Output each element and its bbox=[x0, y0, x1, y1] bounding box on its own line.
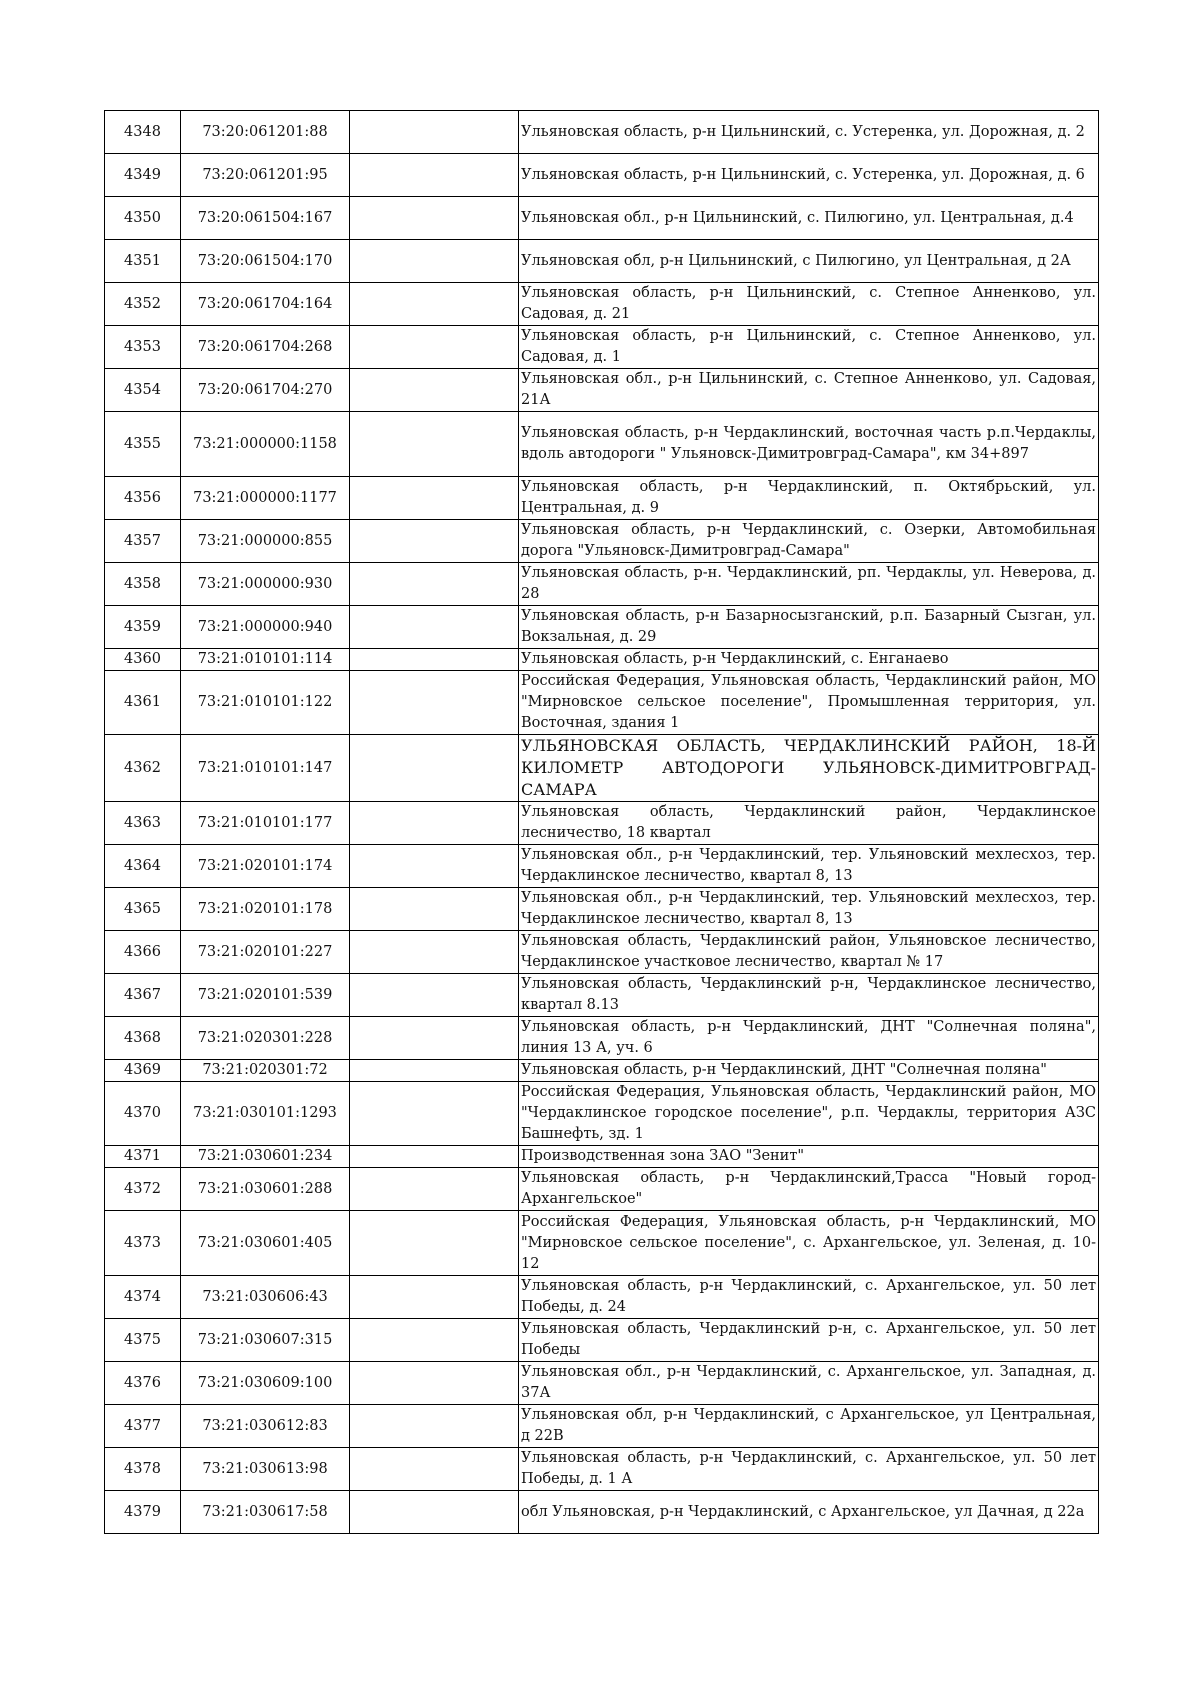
row-number: 4372 bbox=[105, 1168, 181, 1211]
address: Ульяновская область, Чердаклинский р-н, с. Архангельское, ул. 50 лет Победы bbox=[519, 1319, 1099, 1362]
address: Ульяновская область, р-н Чердаклинский, ДНТ "Солнечная поляна", линия 13 А, уч. 6 bbox=[519, 1017, 1099, 1060]
table-row bbox=[105, 111, 1099, 154]
empty-cell bbox=[350, 974, 519, 1017]
table-row bbox=[105, 931, 1099, 974]
empty-cell bbox=[350, 1276, 519, 1319]
address: Ульяновская область, р-н Цильнинский, с. Степное Анненково, ул. Садовая, д. 21 bbox=[519, 283, 1099, 326]
table-row bbox=[105, 240, 1099, 283]
empty-cell bbox=[350, 931, 519, 974]
row-number: 4357 bbox=[105, 520, 181, 563]
cadastral-number: 73:21:020101:178 bbox=[181, 888, 350, 931]
table-row bbox=[105, 1405, 1099, 1448]
cadastral-number: 73:21:030617:58 bbox=[181, 1491, 350, 1534]
row-number: 4353 bbox=[105, 326, 181, 369]
row-number: 4366 bbox=[105, 931, 181, 974]
address: Ульяновская область, р-н Цильнинский, с. Устеренка, ул. Дорожная, д. 6 bbox=[519, 154, 1099, 197]
cadastral-number: 73:20:061704:270 bbox=[181, 369, 350, 412]
cadastral-number: 73:21:020101:227 bbox=[181, 931, 350, 974]
cadastral-number: 73:21:010101:177 bbox=[181, 802, 350, 845]
row-number: 4352 bbox=[105, 283, 181, 326]
empty-cell bbox=[350, 1362, 519, 1405]
address: Ульяновская область, р-н Цильнинский, с. Устеренка, ул. Дорожная, д. 2 bbox=[519, 111, 1099, 154]
table-row bbox=[105, 1448, 1099, 1491]
cadastral-number: 73:21:030607:315 bbox=[181, 1319, 350, 1362]
table-row bbox=[105, 369, 1099, 412]
empty-cell bbox=[350, 240, 519, 283]
address: Российская Федерация, Ульяновская область, р-н Чердаклинский, МО "Мирновское сельское поселение", с. Архангельское, ул. Зеленая, д. 10-12 bbox=[519, 1211, 1099, 1276]
cadastral-number: 73:21:020301:72 bbox=[181, 1060, 350, 1082]
cadastral-number: 73:21:000000:855 bbox=[181, 520, 350, 563]
row-number: 4367 bbox=[105, 974, 181, 1017]
table-row bbox=[105, 802, 1099, 845]
table-row bbox=[105, 1211, 1099, 1276]
table-row bbox=[105, 154, 1099, 197]
empty-cell bbox=[350, 606, 519, 649]
empty-cell bbox=[350, 1405, 519, 1448]
table-row bbox=[105, 1491, 1099, 1534]
cadastral-number: 73:20:061201:88 bbox=[181, 111, 350, 154]
address: Ульяновская область, Чердаклинский р-н, Чердаклинское лесничество, квартал 8.13 bbox=[519, 974, 1099, 1017]
address: обл Ульяновская, р-н Чердаклинский, с Архангельское, ул Дачная, д 22а bbox=[519, 1491, 1099, 1534]
table-row bbox=[105, 888, 1099, 931]
address: УЛЬЯНОВСКАЯ ОБЛАСТЬ, ЧЕРДАКЛИНСКИЙ РАЙОН, 18-Й КИЛОМЕТР АВТОДОРОГИ УЛЬЯНОВСК-ДИМИТРОВГРАД-САМАРА bbox=[519, 735, 1099, 802]
table-row bbox=[105, 563, 1099, 606]
cadastral-number: 73:20:061504:170 bbox=[181, 240, 350, 283]
row-number: 4365 bbox=[105, 888, 181, 931]
cadastral-number: 73:21:010101:114 bbox=[181, 649, 350, 671]
cadastral-number: 73:21:020101:174 bbox=[181, 845, 350, 888]
address: Производственная зона ЗАО "Зенит" bbox=[519, 1146, 1099, 1168]
cadastral-number: 73:21:030609:100 bbox=[181, 1362, 350, 1405]
address: Ульяновская область, р-н Чердаклинский, п. Октябрьский, ул. Центральная, д. 9 bbox=[519, 477, 1099, 520]
empty-cell bbox=[350, 1017, 519, 1060]
table-row bbox=[105, 1276, 1099, 1319]
table-row bbox=[105, 1060, 1099, 1082]
row-number: 4371 bbox=[105, 1146, 181, 1168]
address: Ульяновская область, р-н Чердаклинский, восточная часть р.п.Чердаклы, вдоль автодороги " Ульяновск-Димитровград-Самара", км 34+897 bbox=[519, 412, 1099, 477]
address: Ульяновская обл., р-н Цильнинский, с. Степное Анненково, ул. Садовая, 21А bbox=[519, 369, 1099, 412]
row-number: 4348 bbox=[105, 111, 181, 154]
address: Ульяновская область, р-н Базарносызганский, р.п. Базарный Сызган, ул. Вокзальная, д. 29 bbox=[519, 606, 1099, 649]
row-number: 4378 bbox=[105, 1448, 181, 1491]
row-number: 4362 bbox=[105, 735, 181, 802]
row-number: 4359 bbox=[105, 606, 181, 649]
address: Ульяновская область, р-н Чердаклинский, ДНТ "Солнечная поляна" bbox=[519, 1060, 1099, 1082]
empty-cell bbox=[350, 802, 519, 845]
row-number: 4363 bbox=[105, 802, 181, 845]
empty-cell bbox=[350, 1448, 519, 1491]
cadastral-number: 73:21:000000:930 bbox=[181, 563, 350, 606]
table-row bbox=[105, 1168, 1099, 1211]
row-number: 4360 bbox=[105, 649, 181, 671]
cadastral-number: 73:21:030613:98 bbox=[181, 1448, 350, 1491]
row-number: 4364 bbox=[105, 845, 181, 888]
address: Ульяновская область, р-н. Чердаклинский, рп. Чердаклы, ул. Неверова, д. 28 bbox=[519, 563, 1099, 606]
row-number: 4351 bbox=[105, 240, 181, 283]
table-row bbox=[105, 477, 1099, 520]
empty-cell bbox=[350, 1146, 519, 1168]
empty-cell bbox=[350, 1168, 519, 1211]
registry-table bbox=[104, 110, 1099, 1534]
table-row bbox=[105, 671, 1099, 735]
address: Ульяновская обл, р-н Чердаклинский, с Архангельское, ул Центральная, д 22В bbox=[519, 1405, 1099, 1448]
cadastral-number: 73:21:030601:234 bbox=[181, 1146, 350, 1168]
row-number: 4349 bbox=[105, 154, 181, 197]
cadastral-number: 73:20:061504:167 bbox=[181, 197, 350, 240]
row-number: 4369 bbox=[105, 1060, 181, 1082]
cadastral-number: 73:20:061704:268 bbox=[181, 326, 350, 369]
address: Ульяновская обл, р-н Цильнинский, с Пилюгино, ул Центральная, д 2А bbox=[519, 240, 1099, 283]
empty-cell bbox=[350, 477, 519, 520]
cadastral-number: 73:21:010101:122 bbox=[181, 671, 350, 735]
address: Ульяновская обл., р-н Чердаклинский, тер. Ульяновский мехлесхоз, тер. Чердаклинское лесничество, квартал 8, 13 bbox=[519, 845, 1099, 888]
address: Ульяновская обл., р-н Чердаклинский, с. Архангельское, ул. Западная, д. 37А bbox=[519, 1362, 1099, 1405]
row-number: 4376 bbox=[105, 1362, 181, 1405]
empty-cell bbox=[350, 154, 519, 197]
row-number: 4350 bbox=[105, 197, 181, 240]
empty-cell bbox=[350, 283, 519, 326]
empty-cell bbox=[350, 1211, 519, 1276]
empty-cell bbox=[350, 649, 519, 671]
cadastral-number: 73:20:061704:164 bbox=[181, 283, 350, 326]
row-number: 4355 bbox=[105, 412, 181, 477]
table-row bbox=[105, 326, 1099, 369]
table-row bbox=[105, 649, 1099, 671]
empty-cell bbox=[350, 111, 519, 154]
table-row bbox=[105, 974, 1099, 1017]
row-number: 4379 bbox=[105, 1491, 181, 1534]
table-row bbox=[105, 1362, 1099, 1405]
address: Российская Федерация, Ульяновская область, Чердаклинский район, МО "Чердаклинское городское поселение", р.п. Чердаклы, территория АЗС Башнефть, зд. 1 bbox=[519, 1082, 1099, 1146]
cadastral-number: 73:21:030606:43 bbox=[181, 1276, 350, 1319]
empty-cell bbox=[350, 1060, 519, 1082]
row-number: 4375 bbox=[105, 1319, 181, 1362]
row-number: 4356 bbox=[105, 477, 181, 520]
empty-cell bbox=[350, 563, 519, 606]
empty-cell bbox=[350, 671, 519, 735]
row-number: 4373 bbox=[105, 1211, 181, 1276]
table-row bbox=[105, 520, 1099, 563]
address: Ульяновская область, Чердаклинский район, Чердаклинское лесничество, 18 квартал bbox=[519, 802, 1099, 845]
address: Ульяновская обл., р-н Чердаклинский, тер. Ульяновский мехлесхоз, тер. Чердаклинское лесничество, квартал 8, 13 bbox=[519, 888, 1099, 931]
empty-cell bbox=[350, 369, 519, 412]
table-row bbox=[105, 412, 1099, 477]
cadastral-number: 73:20:061201:95 bbox=[181, 154, 350, 197]
table-row bbox=[105, 1017, 1099, 1060]
address: Ульяновская область, р-н Чердаклинский, с. Озерки, Автомобильная дорога "Ульяновск-Димитровград-Самара" bbox=[519, 520, 1099, 563]
row-number: 4361 bbox=[105, 671, 181, 735]
table-row bbox=[105, 1319, 1099, 1362]
cadastral-number: 73:21:010101:147 bbox=[181, 735, 350, 802]
empty-cell bbox=[350, 888, 519, 931]
cadastral-number: 73:21:030612:83 bbox=[181, 1405, 350, 1448]
table-row bbox=[105, 197, 1099, 240]
cadastral-number: 73:21:020101:539 bbox=[181, 974, 350, 1017]
address: Ульяновская область, р-н Чердаклинский, с. Архангельское, ул. 50 лет Победы, д. 1 А bbox=[519, 1448, 1099, 1491]
cadastral-number: 73:21:030601:288 bbox=[181, 1168, 350, 1211]
address: Ульяновская обл., р-н Цильнинский, с. Пилюгино, ул. Центральная, д.4 bbox=[519, 197, 1099, 240]
cadastral-number: 73:21:000000:1158 bbox=[181, 412, 350, 477]
address: Российская Федерация, Ульяновская область, Чердаклинский район, МО "Мирновское сельское поселение", Промышленная территория, ул. Восточная, здания 1 bbox=[519, 671, 1099, 735]
row-number: 4377 bbox=[105, 1405, 181, 1448]
cadastral-number: 73:21:030101:1293 bbox=[181, 1082, 350, 1146]
table-row bbox=[105, 845, 1099, 888]
empty-cell bbox=[350, 845, 519, 888]
cadastral-number: 73:21:030601:405 bbox=[181, 1211, 350, 1276]
empty-cell bbox=[350, 326, 519, 369]
row-number: 4354 bbox=[105, 369, 181, 412]
cadastral-number: 73:21:000000:1177 bbox=[181, 477, 350, 520]
address: Ульяновская область, Чердаклинский район, Ульяновское лесничество, Чердаклинское участковое лесничество, квартал № 17 bbox=[519, 931, 1099, 974]
empty-cell bbox=[350, 197, 519, 240]
address: Ульяновская область, р-н Чердаклинский, с. Архангельское, ул. 50 лет Победы, д. 24 bbox=[519, 1276, 1099, 1319]
table-row bbox=[105, 1146, 1099, 1168]
address: Ульяновская область, р-н Чердаклинский, с. Енганаево bbox=[519, 649, 1099, 671]
row-number: 4368 bbox=[105, 1017, 181, 1060]
table-row bbox=[105, 606, 1099, 649]
empty-cell bbox=[350, 1319, 519, 1362]
empty-cell bbox=[350, 520, 519, 563]
row-number: 4358 bbox=[105, 563, 181, 606]
empty-cell bbox=[350, 1491, 519, 1534]
address: Ульяновская область, р-н Цильнинский, с. Степное Анненково, ул. Садовая, д. 1 bbox=[519, 326, 1099, 369]
table-row bbox=[105, 735, 1099, 802]
cadastral-number: 73:21:020301:228 bbox=[181, 1017, 350, 1060]
cadastral-number: 73:21:000000:940 bbox=[181, 606, 350, 649]
address: Ульяновская область, р-н Чердаклинский,Трасса "Новый город-Архангельское" bbox=[519, 1168, 1099, 1211]
table-row bbox=[105, 1082, 1099, 1146]
empty-cell bbox=[350, 412, 519, 477]
table-row bbox=[105, 283, 1099, 326]
empty-cell bbox=[350, 1082, 519, 1146]
empty-cell bbox=[350, 735, 519, 802]
row-number: 4374 bbox=[105, 1276, 181, 1319]
row-number: 4370 bbox=[105, 1082, 181, 1146]
